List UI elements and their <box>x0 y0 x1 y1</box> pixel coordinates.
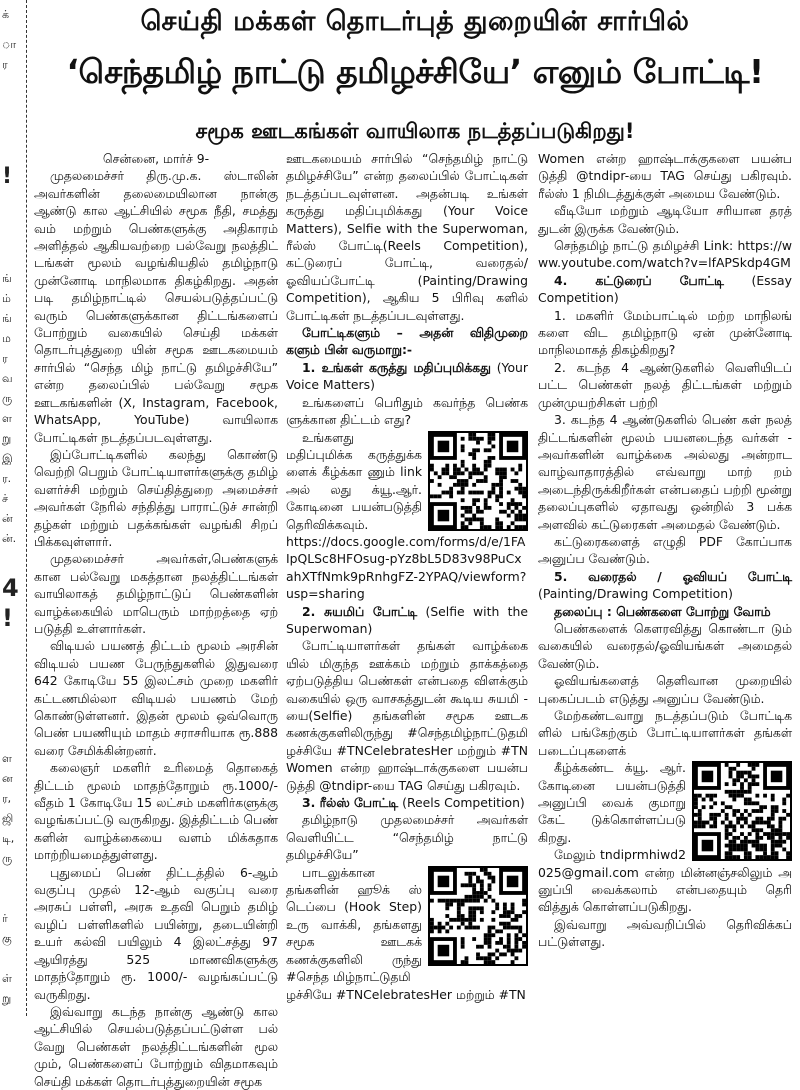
edge-text: ர. <box>2 472 12 485</box>
article-column-3 <box>538 150 792 1016</box>
edge-text: ர, <box>2 792 12 805</box>
edge-text: இ <box>2 452 13 465</box>
edge-text: ம் <box>2 292 11 305</box>
sub-headline: சமூக ஊடகங்கள் வாயிலாக நடத்தப்படுகிறது! <box>195 119 635 143</box>
section-title-english: (Your Voice Matters) <box>286 359 528 393</box>
edge-text: 4 <box>2 574 19 602</box>
section-title-text: 5. வரைதல் / ஓவியப் போட்டி <box>554 568 792 584</box>
paragraph: இவ்வாறு அவ்வறிப்பில் தெரிவிக்கப் பட்டுள்ளது. <box>538 916 792 950</box>
adjacent-article-strip <box>0 0 27 1016</box>
rules-heading: போட்டிகளும் – அதன் விதிமுறை களும் பின் வருமாறு:- <box>286 325 528 358</box>
qr-code-icon <box>694 763 790 859</box>
main-headline: ‘செந்தமிழ் நாட்டு தமிழச்சியே’ எனும் போட்டி! <box>66 52 764 91</box>
edge-text: ன். <box>2 532 17 545</box>
paragraph: மேற்கண்டவாறு நடத்தப்படும் போட்டிக ளில் பங்கேற்கும் போட்டியாளர்கள் தங்கள் படைப்புகளைக் <box>538 708 792 758</box>
section-title-text: 2. சுயமிப் போட்டி <box>302 603 418 619</box>
article-column-2 <box>286 150 528 1016</box>
paragraph: உங்களைப் பெரிதும் கவர்ந்த பெண்க ளுக்கான திட்டம் எது? <box>286 394 528 428</box>
paragraph: உங்களது மதிப்புமிக்க கருத்துக்க ளைக் கீழ்க்கா ணும் link அல் லது க்யூ.ஆர். கோடினை பயன்படுத்தி தெரிவிக்கவும். <box>286 429 422 532</box>
section-title-4 <box>538 272 792 307</box>
qr-code-voice-form[interactable] <box>428 431 528 531</box>
form-link[interactable]: https://docs.google.com/forms/d/e/1FAIpQLSc8HFOsug-pYz8bL5D83v98PuCxahXTfNmk9pRnhgFZ-2YPAQ/viewform?usp=sharing <box>286 533 527 602</box>
paragraph: முதலமைச்சர் திரு.மு.க. ஸ்டாலின் அவர்களின் தலைமையிலான நான்கு ஆண்டு கால ஆட்சியில் சமூக நீதி, சமத்து வம் மற்றும் பெண்களுக்கு அதிகாரம் அளித்தல் ஆகியவற்றை பல்வேறு நலத்திட் டங்கள் மூலம் வழங்கியதில் தமிழ்நாடு முன்னோடி மாநிலமாக திகழ்கிறது. அதன் படி தமிழ்நாட்டில் செயல்படுத்தப்பட்டு வரும் பெண்களுக்கான திட்டங்களைப் போற்றும் வகையில் செய்தி மக்கள் தொடர்புத்துறை யின் சமூக ஊடகமையம் சார்பில் “செந்த மிழ் நாட்டு தமிழச்சியே” என்ற தலைப்பில் பல்வேறு சமூக ஊடகங்களின் (X, Instagram, Facebook, WhatsApp, YouTube) வாயிலாக போட்டிகள் நடத்தப்படவுள்ளது. <box>34 168 278 445</box>
paragraph: கட்டுரைகளைத் எழுதி PDF கோப்பாக அனுப்ப வேண்டும். <box>538 533 792 567</box>
qr-code-reels[interactable] <box>428 866 528 966</box>
edge-text: ள் <box>2 972 12 985</box>
paragraph: பெண்களைக் கௌரவித்து கொண்டா டும் வகையில் வரைதல்/ஓவியங்கள் அமைதல் வேண்டும். <box>538 620 792 671</box>
edge-text: ரு <box>2 392 13 405</box>
section-title-english: (Essay Competition) <box>538 272 792 306</box>
paragraph: இப்போட்டிகளில் கலந்து கொண்டு வெற்றி பெறும் போட்டியாளர்களுக்கு தமிழ் வளர்ச்சி மற்றும் செய்தித்துறை அமைச்சர் அவர்கள் நேரில் சந்தித்து பாராட்டுச் சான்றி தழ்கள் மற்றும் பதக்கங்கள் வழங்கி சிறப் பிக்கவுள்ளார். <box>34 446 278 549</box>
section-title-text: 3. ரீல்ஸ் போட்டி <box>302 795 399 811</box>
edge-text: வ <box>2 372 13 385</box>
edge-text: கு <box>2 932 12 945</box>
edge-text: ள <box>2 752 12 765</box>
section-title-3 <box>286 794 528 811</box>
paragraph: Women என்ற ஹாஷ்டாக்குகளை பயன்ப டுத்தி @tndipr-யை TAG செய்து பகிரவும். ரீல்ஸ் 1 நிமிடத்துக்குள் அமைய வேண்டும். <box>538 151 792 201</box>
email-paragraph: மேலும் tndiprmhiwd2025@gmail.com என்ற மின்னஞ்சலிலும் அனுப்பி வைக்கலாம் என்பதையும் தெரி வித்துக் கொள்ளப்படுகிறது. <box>538 847 792 915</box>
dateline: சென்னை, மார்ச் 9- <box>102 151 210 166</box>
paragraph: கீழ்க்கண்ட க்யூ. ஆர். கோடினை பயன்படுத்தி அனுப்பி வைக் குமாறு கேட் டுக்கொள்ளப்படு கிறது. <box>538 760 686 845</box>
edge-text: ா <box>2 38 17 51</box>
article-column-1 <box>34 150 278 1089</box>
edge-text: ள <box>2 412 12 425</box>
paragraph: இவ்வாறு கடந்த நான்கு ஆண்டு கால ஆட்சியில் செயல்படுத்தப்பட்டுள்ள பல் வேறு பெண்கள் நலத்திட்டங்களின் மூல மும், பெண்களைப் போற்றும் விதமாகவும் செய்தி மக்கள் தொடர்புத்துறையின் சமூக <box>34 1003 278 1089</box>
paragraph: விடியல் பயணத் திட்டம் மூலம் அரசின் விடியல் பயண பேருந்துகளில் இதுவரை 642 கோடியே 55 இலட்சம் முறை மகளிர் கட்டணமில்லா விடியல் பயணம் மேற் கொண்டுள்ளனர். இதன் மூலம் ஒவ்வொரு பெண் பயணியும் மாதம் சராசரியாக ரூ.888 வரை சேமிக்கின்றனர். <box>34 638 278 758</box>
section-title-1 <box>286 359 528 394</box>
paragraph: கலைஞர் மகளிர் உரிமைத் தொகைத் திட்டம் மூலம் மாதந்தோறும் ரூ.1000/- வீதம் 1 கோடியே 15 லட்சம் மகளிர்களுக்கு வழங்கப்பட்டு வருகிறது. இத்திட்டம் பெண் களின் வாழ்க்கையை வளம் மிக்கதாக மாற்றியமைத்துள்ளது. <box>34 760 278 863</box>
edge-text: று <box>2 432 12 445</box>
paragraph: போட்டியாளர்கள் தங்கள் வாழ்க்கை யில் மிகுந்த ஊக்கம் மற்றும் தாக்கத்தை ஏற்படுத்திய பெண்கள் என்பதை விளக்கும் வகையில் ஒரு வாசகத்துடன் கூடிய சுயமி - யை(Selfie) தங்களின் சமூக ஊடக கணக்குகளிலிருந்து #செந்தமிழ்நாட்டுதமி ழச்சியே #TNCelebratesHer மற்றும் #TN Women என்ற ஹாஷ்டாக்குகளை பயன்ப டுத்தி @tndipr-யை TAG செய்து பகிரவும். <box>286 638 528 793</box>
paragraph: ழச்சியே #TNCelebratesHer மற்றும் #TN <box>286 986 526 1002</box>
edge-text: று <box>2 992 12 1005</box>
edge-text: ன் <box>2 512 13 525</box>
section-title-english: (Painting/Drawing Competition) <box>538 586 733 602</box>
edge-text: டி, <box>2 832 15 845</box>
edge-text: ங் <box>2 312 12 325</box>
qr-code-icon <box>430 868 526 964</box>
paragraph: 1. மகளிர் மேம்பாட்டில் மற்ற மாநிலங் களை விட தமிழ்நாடு ஏன் முன்னோடி மாநிலமாகத் திகழ்கிறது? <box>538 307 792 358</box>
section-title-text: 1. உங்கள் கருத்து மதிப்புமிக்கது <box>302 359 491 375</box>
edge-text: ங் <box>2 272 12 285</box>
section-title-5 <box>538 568 792 603</box>
paragraph: 3. கடந்த 4 ஆண்டுகளில் பெண் கள் நலத் திட்டங்களின் மூலம் பயனடைந்த வர்கள் - அவர்களின் வாழ்க்கை அல்லது அன்றாட வாழ்வாதாரத்தில் எவ்வாறு மாற் றம் அடைந்திருக்கிறீர்கள் என்பதைப் பற்றி மூன்று தலைப்புகளில் ஏதாவது ஒன்றில் 3 பக்க அளவில் கட்டுரைகள் அமைதல் வேண்டும். <box>538 412 792 532</box>
edge-text: ச் <box>2 492 9 505</box>
edge-text: ன <box>2 772 13 785</box>
kicker-heading: செய்தி மக்கள் தொடர்புத் துறையின் சார்பில் <box>140 6 690 37</box>
paragraph: புதுமைப் பெண் திட்டத்தில் 6-ஆம் வகுப்பு முதல் 12-ஆம் வகுப்பு வரை அரசுப் பள்ளி, அரசு உதவி பெறும் தமிழ் வழிப் பள்ளிகளில் பயின்று, தடையின்றி உயர் கல்வி பயிலும் 4 இலட்சத்து 97 ஆயிரத்து 525 மாணவிகளுக்கு மாதந்தோறும் ரூ. 1000/- வழங்கப்பட்டு வருகிறது. <box>34 864 278 1002</box>
section-title-2 <box>286 603 528 638</box>
section-title-english: (Selfie with the Superwoman) <box>286 603 528 636</box>
edge-text: ம <box>2 332 11 345</box>
paragraph: 2. கடந்த 4 ஆண்டுகளில் வெளியிடப் பட்ட பெண்கள் நலத் திட்டங்கள் மற்றும் முன்முயற்சிகள் பற்றி <box>538 359 792 410</box>
edge-text: ரு <box>2 852 13 865</box>
edge-text: ர <box>2 58 8 71</box>
paragraph: வீடியோ மற்றும் ஆடியோ சரியான தரத் துடன் இருக்க வேண்டும். <box>538 203 792 236</box>
edge-text: ர் <box>2 912 8 925</box>
qr-code-icon <box>430 433 526 529</box>
qr-code-submission[interactable] <box>692 761 792 861</box>
edge-text: ! <box>2 164 13 189</box>
paragraph: தமிழ்நாடு முதலமைச்சர் அவர்கள் வெளியிட்ட “செந்தமிழ் நாட்டு தமிழச்சியே” <box>286 812 528 863</box>
paragraph: முதலமைச்சர் அவர்கள்,பெண்களுக் கான பல்வேறு மகத்தான நலத்திட்டங்கள் வாயிலாகத் தமிழ்நாட்டுப் பெண்களின் வாழ்க்கையில் மாபெரும் மாற்றத்தை ஏற் படுத்தி உள்ளார்கள். <box>34 551 278 636</box>
theme-heading: தலைப்பு : பெண்களை போற்று வோம் <box>554 603 771 619</box>
edge-text: ஜி <box>2 812 14 825</box>
youtube-link[interactable]: செந்தமிழ் நாட்டு தமிழச்சி Link: https://www.youtube.com/watch?v=lfAPSkdp4GM <box>538 238 792 271</box>
edge-text: ! <box>2 604 13 632</box>
edge-text: க் <box>2 8 10 21</box>
section-title-text: 4. கட்டுரைப் போட்டி <box>554 272 724 288</box>
edge-text: ர <box>2 352 8 365</box>
section-title-english: (Reels Competition) <box>402 795 525 811</box>
paragraph: ஓவியங்களைத் தெளிவான முறையில் புகைப்படம் எடுத்து அனுப்ப வேண்டும். <box>538 673 792 706</box>
paragraph: பாடலுக்கான தங்களின் ஹூக் ஸ் டெப்பை (Hook Step) உரு வாக்கி, தங்களது சமூக ஊடகக் கணக்குகளிலி ருந்து #செந்த மிழ்நாட்டுதமி <box>286 864 422 985</box>
paragraph: ஊடகமையம் சார்பில் “செந்தமிழ் நாட்டு தமிழச்சியே” என்ற தலைப்பில் போட்டிகள் நடத்தப்படவுள்ளன. அதன்படி உங்கள் கருத்து மதிப்புமிக்கது (Your Voice Matters), Selfie with the Superwoman, ரீல்ஸ் போட்டி(Reels Competition), கட்டுரைப் போட்டி, வரைதல்/ஓவியப்போட்டி (Painting/Drawing Competition), ஆகிய 5 பிரிவு களில் போட்டிகள் நடத்தப்படவுள்ளது. <box>286 151 528 323</box>
